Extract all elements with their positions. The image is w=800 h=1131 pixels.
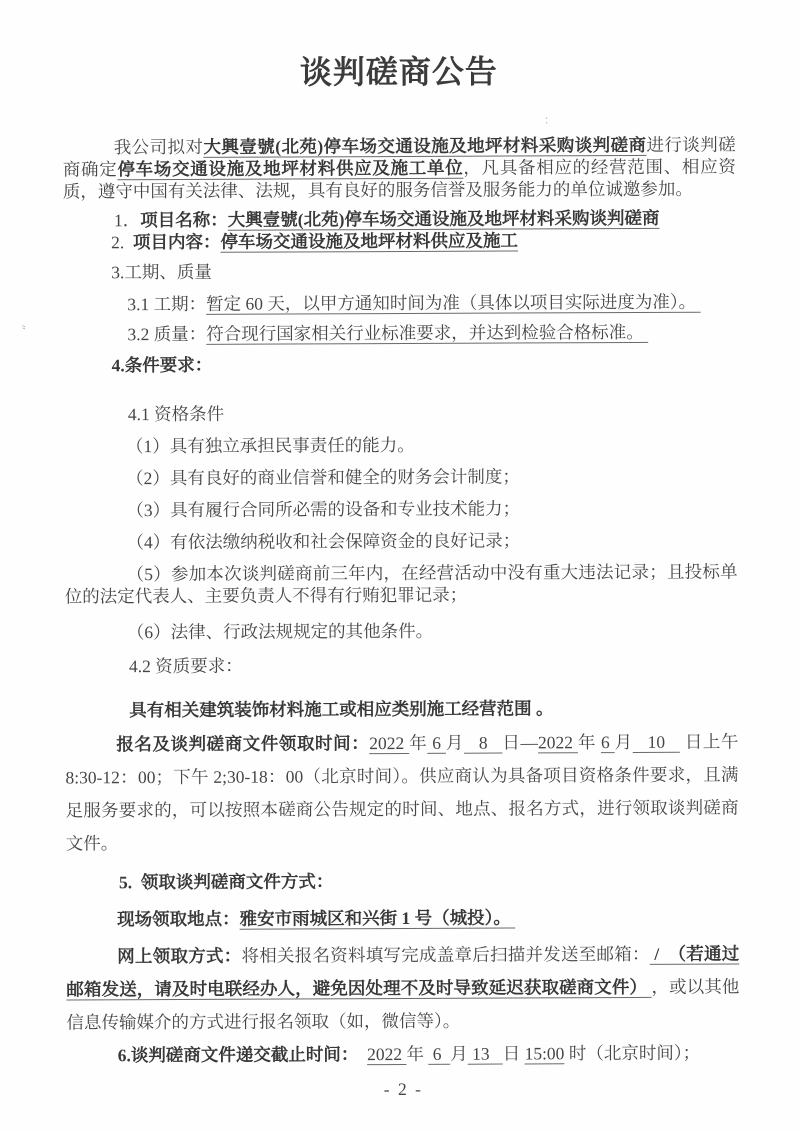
paragraph-site [66,901,739,937]
paragraph-sec3_2 [63,321,736,346]
text-run: 2. [111,232,134,253]
text-run: 日上午8:30-12：00；下午 2;30-18：00（北京时间）。供应商认为具备项目资格条件要求，且满足服务要求的，可以按照本磋商公告规定的时间、地点、报名方式，进行领取谈判磋商文件。 [65,731,739,854]
paragraph-cond4 [64,529,737,554]
text-run: ，或以其他信息传输媒介的方式进行报名领取（如，微信等）。 [66,976,740,1033]
paragraph-intro [63,134,736,203]
text-run: 年 [577,732,601,753]
text-run: 具有相关建筑装饰材料施工或相应类别施工经营范围 。 [129,698,554,721]
text-run: ，凡具备相应的经营范围、相应资质，遵守中国有关法律、法规，具有良好的服务信誉及服务能力的单位诚邀参加。 [62,156,736,202]
page-number: - 2 - [383,1078,423,1100]
paragraph-online [66,938,739,1040]
text-run: 网上领取方式： [117,945,242,967]
text-run: 月 [614,731,633,753]
paragraph-cond2 [64,465,737,490]
text-run: 5. 领取谈判磋商文件方式： [118,871,334,893]
text-run: 4.1 资格条件 [127,403,225,425]
text-run: 年 [409,732,428,753]
text-run: 10 [632,731,680,752]
text-run: 15:00 [524,1043,565,1064]
text-run: 日— [502,732,539,753]
text-run: 4.条件要求： [111,354,213,376]
text-run: 3.2 质量： [127,323,207,345]
text-run: 1． [113,210,141,231]
text-run: 4.2 资质要求： [128,655,243,677]
text-run: 2022 [367,1043,407,1065]
text-run: 月 [450,1043,468,1064]
paragraph-cond3 [64,497,737,522]
document-sheet [62,0,740,1107]
text-run: （3）具有履行合同所必需的设备和专业技术能力； [126,498,521,521]
text-run: （1）具有独立承担民事责任的能力。 [125,434,415,457]
text-run: 报名及谈判磋商文件领取时间： [116,733,370,755]
paragraph-sec4_1 [64,401,737,426]
text-run: （5）参加本次谈判磋商前三年内，在经营活动中没有重大违法记录；且投标单位的法定代表人、主要负责人不得有行贿犯罪记录； [64,561,738,607]
text-run: （2）具有良好的商业信誉和健全的财务会计制度； [126,466,520,489]
text-run: 2022 [369,732,410,754]
paragraph-cond6 [65,619,738,644]
text-run: 日 [502,1043,525,1064]
text-run: 6.谈判磋商文件递交截止时间： [117,1044,359,1066]
paragraph-sec3_1 [63,291,736,316]
paragraph-item1 [63,207,736,232]
paragraph-cond5 [65,561,738,608]
text-run: 将相关报名资料填写完成盖章后扫描并发送至邮箱： [241,943,650,966]
document-body [63,134,740,1073]
text-run: 停车场交通设施及地坪材料供应及施工单位 [117,157,464,180]
text-run: 项目内容： [132,231,221,253]
text-run: 2022 [537,732,578,753]
text-run: （4）有依法缴纳税收和社会保障资金的良好记录； [126,530,521,553]
text-run: / （若通过邮箱发送，请及时电联经办人，避免因处理不及时导致延迟获取磋商文件） [66,943,740,1000]
text-run: 时（北京时间）； [564,1042,701,1064]
text-run: 项目名称： [140,209,228,231]
text-run: 6 [600,732,615,753]
paragraph-sec4 [64,352,737,377]
text-run: 3.1 工期： [127,293,207,315]
paragraph-sec4_2 [65,653,738,678]
text-run: 进行谈判磋商确定 [62,134,736,180]
text-run: 大興壹號(北苑)停车场交通设施及地坪材料采购谈判磋商 [227,207,660,230]
paragraph-scope [65,697,738,722]
text-run: 暂定 60 天，以甲方通知时间为准（具体以项目实际进度为准）。 [206,291,701,314]
scan-artifact-left: 〟 [20,318,33,332]
text-run: 大興壹號(北苑)停车场交通设施及地坪材料采购谈判磋商 [203,134,647,157]
text-run: 6 [428,1043,451,1064]
text-run: （6）法律、行政法规规定的其他条件。 [126,620,434,643]
text-run: 停车场交通设施及地坪材料供应及施工 [220,230,519,252]
text-run: 8 [463,732,503,753]
text-run: 13 [467,1043,503,1064]
text-run: 6 [427,732,446,753]
paragraph-item2 [63,229,736,254]
text-run: 符合现行国家相关行业标准要求，并达到检验合格标准。 [206,321,649,344]
text-run: 3.工期、质量 [111,261,212,283]
paragraph-signup [65,726,739,861]
text-run: 月 [445,732,465,753]
text-run: 我公司拟对 [113,136,204,158]
scan-artifact-colon: ∶ [545,114,549,128]
paragraph-sec3 [63,259,736,284]
paragraph-deadline [67,1037,740,1073]
page-title: 谈判磋商公告 [299,53,498,91]
text-run: 雅安市雨城区和兴街 1 号（城投）。 [239,907,516,929]
paragraph-cond1 [64,433,737,458]
text-run: 年 [406,1043,429,1064]
paragraph-method5 [66,864,739,900]
text-run: 现场领取地点： [117,908,240,930]
